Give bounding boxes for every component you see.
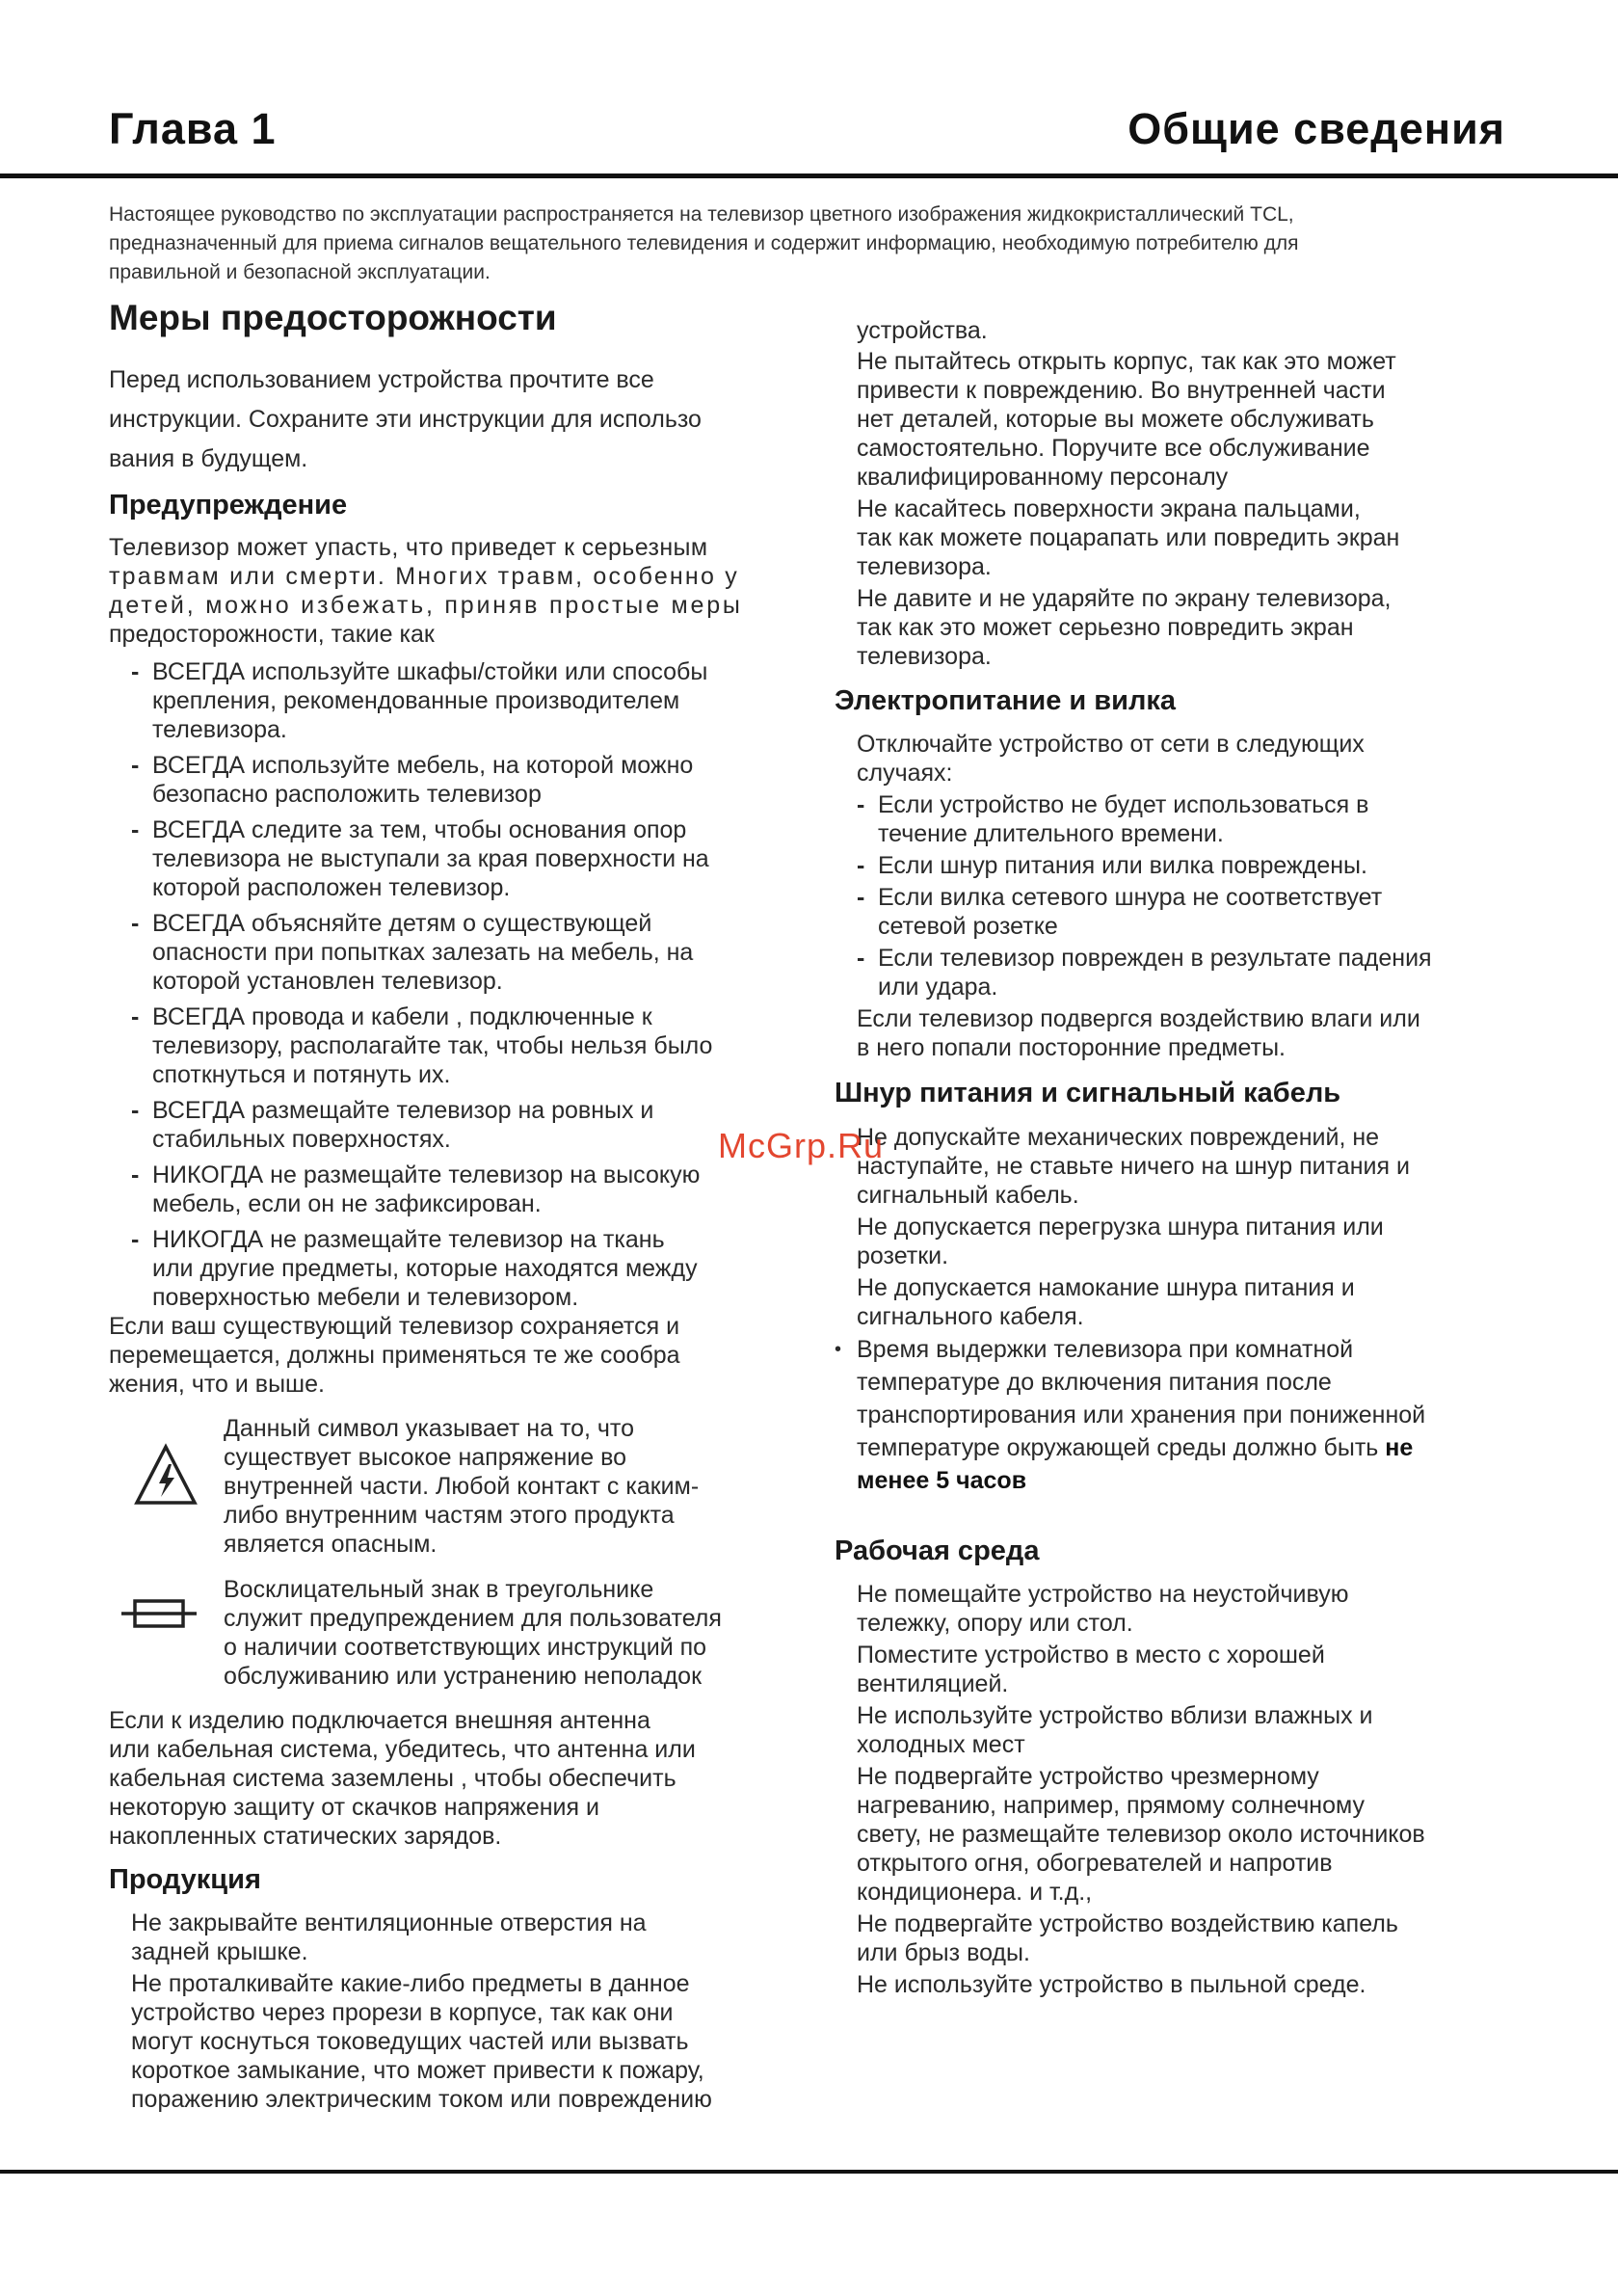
intro-line: правильной и безопасной эксплуатации. [109,261,491,283]
lead-line: вания в будущем. [109,445,308,472]
header-rule [0,174,1618,178]
list-item: - НИКОГДА не размещайте телевизор на ткань или другие предметы, которые находятся между поверхностью мебели и телевизором. [131,1226,698,1311]
heading-cord: Шнур питания и сигнальный кабель [835,1078,1341,1108]
list-item: - НИКОГДА не размещайте телевизор на высокую мебель, если он не зафиксирован. [131,1161,701,1217]
product-text: Не закрывайте вентиляционные отверстия на задней крышке. Не проталкивайте какие-либо предметы в данное устройство через прорези в корпусе, так как они могут коснуться токоведущих частей или вызвать короткое замыкание, что может привести к пожару, поражению электрическим током или повреждению [131,1909,712,2113]
right-column [835,316,1509,1999]
heading-power: Электропитание и вилка [835,685,1177,716]
warning-line: травмам или смерти. Многих травм, особенно у [109,563,739,590]
warning-list [131,657,783,1312]
list-item: - ВСЕГДА следите за тем, чтобы основания опор телевизора не выступали за края поверхности на которой расположен телевизор. [131,816,709,901]
footer-rule [0,2170,1618,2174]
after-list-paragraph: Если ваш существующий телевизор сохраняется и перемещается, должны применяться те же сообра жения, что и выше. [109,1313,680,1398]
high-voltage-warning-icon [133,1443,199,1507]
power-intro: Отключайте устройство от сети в следующих случаях: [857,731,1365,787]
environment-text: Не помещайте устройство на неустойчивую тележку, опору или стол. Поместите устройство в место с хорошей вентиляцией. Не используйте устройство вблизи влажных и холодных мест Не подвергайте устройство чрезмерному нагреванию, например, прямому солнечному свету, не размещайте телевизор около источников открытого огня, обогревателей и напротив кондиционера. и т.д., Не подвергайте устройство воздействию капель или брыз воды. Не используйте устройство в пыльной среде. [857,1581,1425,1998]
heading-product: Продукция [109,1864,261,1895]
left-column [109,297,783,2114]
watermark: McGrp.Ru [718,1126,885,1165]
product-continued: устройства. Не пытайтесь открыть корпус, так как это может привести к повреждению. Во внутренней части нет деталей, которые вы можете обслуживать самостоятельно. Поручите все обслуживание квалифицированному персоналу Не касайтесь поверхности экрана пальцами, так как можете поцарапать или повредить экран телевизора. Не давите и не ударяйте по экрану телевизора, так как это может серьезно повредить экран телевизора. [857,317,1400,670]
list-item: - Если устройство не будет использоваться в течение длительного времени. [857,791,1369,847]
list-item: - Если телевизор поврежден в результате падения или удара. [857,945,1432,1001]
warning-line: Телевизор может упасть, что приведет к серьезным [109,534,708,561]
lead-paragraph [109,360,783,479]
heading-warning: Предупреждение [109,490,348,521]
list-item: - ВСЕГДА провода и кабели , подключенные к телевизору, располагайте так, чтобы нельзя было споткнуться и потянуть их. [131,1003,713,1088]
antenna-paragraph: Если к изделию подключается внешняя антенна или кабельная система, убедитесь, что антенна или кабельная система заземлены , чтобы обеспечить некоторую защиту от скачков напряжения и накопленных статических зарядов. [109,1707,696,1850]
intro-paragraph [109,200,1497,287]
list-item: - Если вилка сетевого шнура не соответствует сетевой розетке [857,884,1383,940]
cord-text: Не допускайте механических повреждений, не наступайте, не ставьте ничего на шнур питания и сигнальный кабель. Не допускается перегрузка шнура питания или розетки. Не допускается намокание шнура питания и сигнального кабеля. • Время выдержки телевизора при комнатной температуре до включения питания после транспортирования или хранения при пониженной температуре окружающей среды должно быть не менее 5 часов [857,1123,1509,1497]
lead-line: Перед использованием устройства прочтите все [109,366,654,393]
bullet-icon: • [835,1339,842,1360]
list-item: - ВСЕГДА используйте шкафы/стойки или способы крепления, рекомендованные производителем телевизора. [131,658,708,743]
warning-line: предосторожности, такие как [109,621,435,648]
intro-line: Настоящее руководство по эксплуатации распространяется на телевизор цветного изображения жидкокристаллический TCL, [109,203,1294,226]
chapter-title: Общие сведения [1127,104,1505,153]
lead-line: инструкции. Сохраните эти инструкции для использо [109,406,702,433]
intro-line: предназначенный для приема сигналов вещательного телевидения и содержит информацию, необходимую потребителю для [109,232,1299,254]
power-after: Если телевизор подвергся воздействию влаги или в него попали посторонние предметы. [857,1005,1420,1061]
warning-paragraph [109,533,779,649]
power-list [857,790,1509,1001]
list-item: - ВСЕГДА размещайте телевизор на ровных и стабильных поверхностях. [131,1097,654,1153]
storage-note: • Время выдержки телевизора при комнатной температуре до включения питания после транспортирования или хранения при пониженной температуре окружающей среды должно быть не менее 5 часов [857,1333,1509,1497]
list-item: - ВСЕГДА используйте мебель, на которой можно безопасно расположить телевизор [131,752,694,808]
heading-environment: Рабочая среда [835,1535,1040,1566]
section-title-precautions: Меры предосторожности [109,298,557,337]
chapter-number: Глава 1 [109,104,277,153]
fuse-symbol-icon [121,1598,197,1629]
high-voltage-notice: Данный символ указывает на то, что существует высокое напряжение во внутренней части. Любой контакт с каким- либо внутренним частям этого продукта является опасным. [109,1414,783,1559]
instruction-notice: Восклицательный знак в треугольнике служит предупреждением для пользователя о наличии соответствующих инструкций по обслуживанию или устранению неполадок [109,1575,783,1691]
list-item: - Если шнур питания или вилка повреждены. [857,852,1367,879]
warning-line: детей, можно избежать, приняв простые меры [109,592,743,619]
list-item: - ВСЕГДА объясняйте детям о существующей опасности при попытках залезать на мебель, на которой установлен телевизор. [131,910,694,995]
